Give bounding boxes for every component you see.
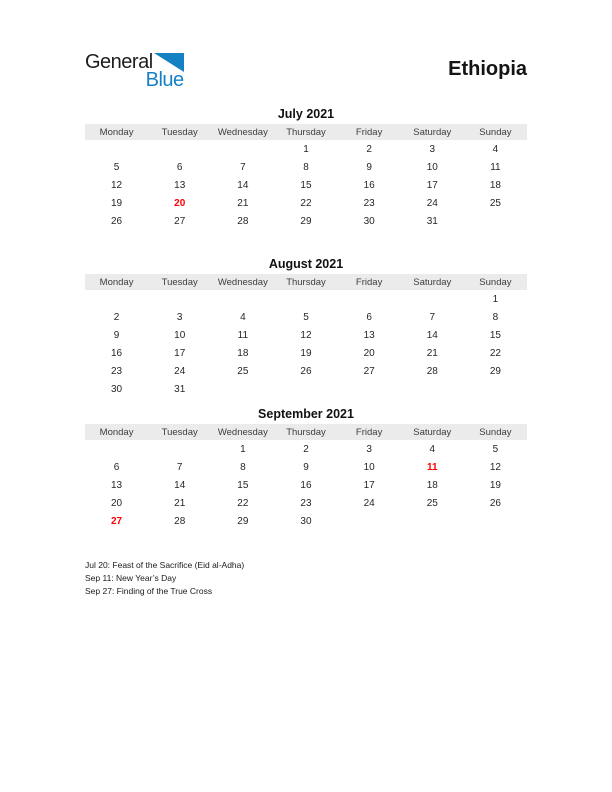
day-cell: 17 — [363, 479, 375, 491]
day-cell: 13 — [111, 479, 123, 491]
day-cell: 1 — [492, 293, 499, 305]
logo-text-blue: Blue — [145, 69, 184, 91]
day-cell: 29 — [300, 215, 312, 227]
day-cell: 2 — [366, 143, 372, 155]
week-row — [85, 458, 527, 476]
day-cell: 23 — [300, 497, 312, 509]
calendar-body — [85, 140, 527, 230]
day-cell: 11 — [490, 161, 501, 173]
weekday-header: Tuesday — [148, 424, 211, 440]
day-cell: 21 — [174, 497, 186, 509]
page-header — [85, 52, 527, 105]
empty-day-cell — [338, 290, 401, 308]
day-cell: 1 — [240, 443, 246, 455]
empty-day-cell — [338, 512, 401, 530]
day-cell: 21 — [426, 347, 438, 359]
day-cell: 16 — [111, 347, 123, 359]
day-cell: 30 — [363, 215, 375, 227]
general-blue-logo — [85, 52, 184, 90]
day-cell: 12 — [111, 179, 123, 191]
day-cell: 31 — [174, 383, 186, 395]
day-cell: 5 — [303, 311, 309, 323]
day-cell: 17 — [174, 347, 186, 359]
day-cell: 10 — [174, 329, 186, 341]
day-cell: 22 — [300, 197, 312, 209]
day-cell: 25 — [237, 365, 249, 377]
weekday-header: Wednesday — [211, 124, 274, 140]
day-cell: 6 — [176, 161, 183, 173]
month-section-july — [85, 105, 527, 255]
day-cell: 25 — [426, 497, 438, 509]
day-cell: 14 — [237, 179, 249, 191]
day-cell: 30 — [300, 515, 312, 527]
day-cell: 4 — [429, 443, 436, 455]
day-cell: 8 — [492, 311, 499, 323]
holiday-notes — [85, 559, 527, 598]
weekday-header: Wednesday — [211, 424, 274, 440]
month-title: July 2021 — [277, 107, 335, 121]
empty-day-cell — [85, 140, 148, 158]
weekday-header: Monday — [85, 274, 148, 290]
empty-day-cell — [464, 380, 527, 398]
calendar-table — [85, 124, 527, 230]
weekday-header: Thursday — [274, 124, 337, 140]
day-cell: 6 — [366, 311, 372, 323]
day-cell: 13 — [363, 329, 375, 341]
week-row — [85, 440, 527, 458]
month-title: August 2021 — [268, 257, 344, 271]
weekday-header: Saturday — [401, 124, 464, 140]
holiday-day-cell: 20 — [174, 197, 186, 209]
day-cell: 3 — [429, 143, 436, 155]
month-section-september — [85, 405, 527, 555]
weekday-header: Monday — [85, 124, 148, 140]
holiday-note: Jul 20: Feast of the Sacrifice (Eid al-Adha) — [85, 560, 245, 570]
day-cell: 18 — [237, 347, 249, 359]
week-row — [85, 194, 527, 212]
day-cell: 20 — [363, 347, 375, 359]
empty-day-cell — [85, 290, 148, 308]
day-cell: 2 — [113, 311, 120, 323]
weekday-header: Friday — [338, 424, 401, 440]
week-row — [85, 476, 527, 494]
empty-day-cell — [85, 440, 148, 458]
empty-day-cell — [401, 290, 464, 308]
week-row — [85, 158, 527, 176]
day-cell: 7 — [176, 461, 183, 473]
day-cell: 10 — [363, 461, 375, 473]
day-cell: 8 — [303, 161, 309, 173]
calendar-table — [85, 274, 527, 398]
day-cell: 25 — [489, 197, 501, 209]
day-cell: 9 — [366, 161, 372, 173]
day-cell: 8 — [240, 461, 246, 473]
day-cell: 2 — [303, 443, 309, 455]
day-cell: 17 — [426, 179, 438, 191]
day-cell: 7 — [429, 311, 436, 323]
day-cell: 28 — [174, 515, 186, 527]
empty-day-cell — [464, 512, 527, 530]
weekday-header: Thursday — [274, 274, 337, 290]
day-cell: 3 — [176, 311, 183, 323]
day-cell: 30 — [111, 383, 123, 395]
page-content — [85, 0, 527, 598]
day-cell: 9 — [303, 461, 309, 473]
day-cell: 21 — [237, 197, 249, 209]
day-cell: 16 — [363, 179, 375, 191]
calendar-table — [85, 424, 527, 530]
day-cell: 11 — [237, 329, 249, 341]
day-cell: 13 — [174, 179, 186, 191]
week-row — [85, 140, 527, 158]
day-cell: 28 — [237, 215, 249, 227]
day-cell: 7 — [240, 161, 246, 173]
holiday-day-cell: 27 — [111, 515, 123, 527]
day-cell: 10 — [426, 161, 438, 173]
weekday-header: Friday — [338, 124, 401, 140]
day-cell: 6 — [113, 461, 120, 473]
day-cell: 26 — [300, 365, 312, 377]
week-row — [85, 176, 527, 194]
day-cell: 15 — [237, 479, 249, 491]
calendar-body — [85, 440, 527, 530]
calendar-body — [85, 290, 527, 398]
day-cell: 18 — [489, 179, 501, 191]
day-cell: 4 — [240, 311, 246, 323]
day-cell: 22 — [237, 497, 249, 509]
day-cell: 9 — [113, 329, 120, 341]
weekday-header: Tuesday — [148, 274, 211, 290]
day-cell: 28 — [426, 365, 438, 377]
day-cell: 27 — [363, 365, 375, 377]
weekday-header: Saturday — [401, 274, 464, 290]
day-cell: 16 — [300, 479, 312, 491]
country-title: Ethiopia — [448, 58, 527, 80]
weekday-header: Sunday — [464, 424, 527, 440]
day-cell: 14 — [426, 329, 438, 341]
day-cell: 4 — [492, 143, 499, 155]
day-cell: 12 — [489, 461, 501, 473]
month-section-august — [85, 255, 527, 405]
empty-day-cell — [148, 440, 211, 458]
day-cell: 29 — [489, 365, 501, 377]
empty-day-cell — [211, 140, 274, 158]
holiday-day-cell: 11 — [426, 461, 438, 473]
weekday-header: Wednesday — [211, 274, 274, 290]
holiday-note: Sep 27: Finding of the True Cross — [85, 586, 213, 596]
weekday-header: Saturday — [401, 424, 464, 440]
week-row — [85, 362, 527, 380]
empty-day-cell — [401, 512, 464, 530]
day-cell: 24 — [363, 497, 375, 509]
empty-day-cell — [211, 380, 274, 398]
day-cell: 14 — [174, 479, 186, 491]
week-row — [85, 326, 527, 344]
day-cell: 18 — [426, 479, 438, 491]
holiday-note: Sep 11: New Year’s Day — [85, 573, 177, 583]
day-cell: 5 — [492, 443, 499, 455]
day-cell: 26 — [111, 215, 123, 227]
day-cell: 22 — [489, 347, 501, 359]
day-cell: 29 — [237, 515, 249, 527]
month-title: September 2021 — [258, 407, 354, 421]
week-row — [85, 308, 527, 326]
weekday-header: Monday — [85, 424, 148, 440]
day-cell: 15 — [489, 329, 501, 341]
empty-day-cell — [274, 380, 337, 398]
week-row — [85, 512, 527, 530]
weekday-header: Sunday — [464, 124, 527, 140]
weekday-header-row — [85, 424, 527, 440]
empty-day-cell — [401, 380, 464, 398]
week-row — [85, 344, 527, 362]
week-row — [85, 290, 527, 308]
weekday-header-row — [85, 124, 527, 140]
day-cell: 23 — [363, 197, 375, 209]
empty-day-cell — [338, 380, 401, 398]
day-cell: 1 — [303, 143, 309, 155]
day-cell: 12 — [300, 329, 312, 341]
day-cell: 27 — [174, 215, 186, 227]
day-cell: 23 — [111, 365, 123, 377]
weekday-header: Sunday — [464, 274, 527, 290]
day-cell: 26 — [489, 497, 501, 509]
empty-day-cell — [464, 212, 527, 230]
empty-day-cell — [211, 290, 274, 308]
day-cell: 5 — [113, 161, 120, 173]
day-cell: 19 — [111, 197, 123, 209]
week-row — [85, 494, 527, 512]
day-cell: 19 — [300, 347, 312, 359]
day-cell: 19 — [489, 479, 501, 491]
empty-day-cell — [274, 290, 337, 308]
empty-day-cell — [148, 140, 211, 158]
empty-day-cell — [148, 290, 211, 308]
day-cell: 31 — [426, 215, 438, 227]
weekday-header-row — [85, 274, 527, 290]
week-row — [85, 212, 527, 230]
week-row — [85, 380, 527, 398]
day-cell: 3 — [366, 443, 372, 455]
day-cell: 20 — [111, 497, 123, 509]
logo-text-general: General — [85, 51, 153, 73]
day-cell: 15 — [300, 179, 312, 191]
day-cell: 24 — [426, 197, 438, 209]
day-cell: 24 — [174, 365, 186, 377]
weekday-header: Tuesday — [148, 124, 211, 140]
weekday-header: Thursday — [274, 424, 337, 440]
weekday-header: Friday — [338, 274, 401, 290]
